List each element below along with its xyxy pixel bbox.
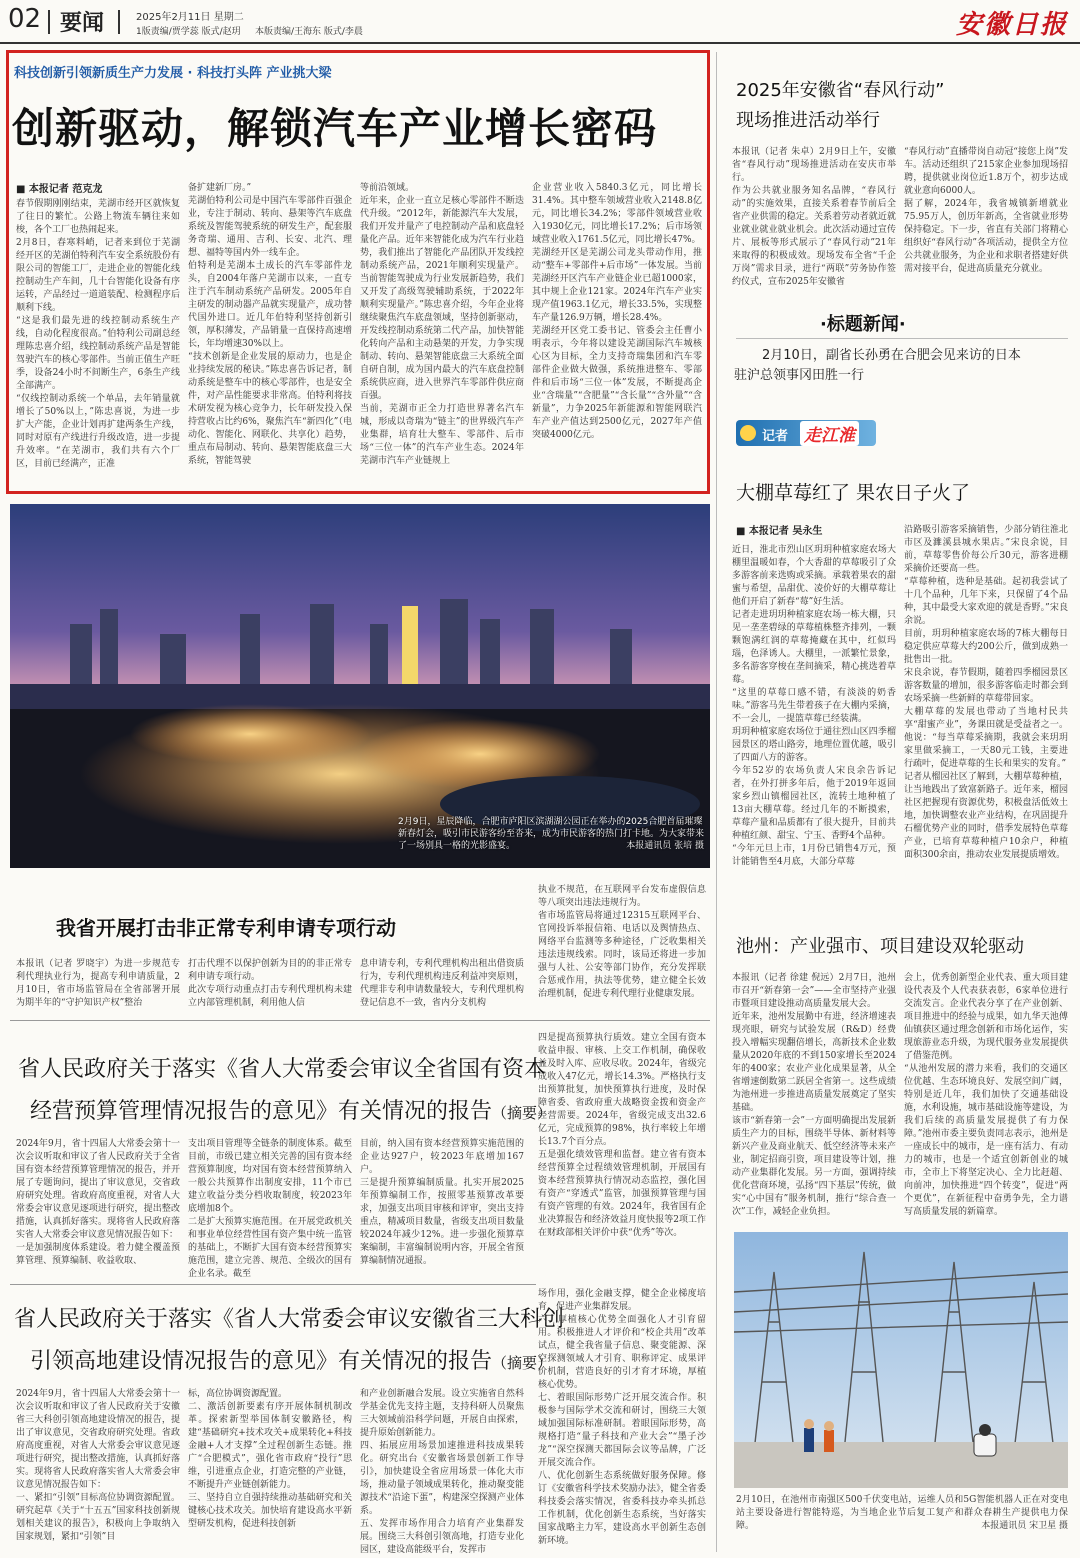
chizhou-col-1: 本报讯（记者 徐建 倪远）2月7日，池州市召开“新春第一会”——全市坚持产业强市暨项目建设推动高质量发展大会。 近年来，池州发展勤中有进，经济增速表现亮眼，研究与试验发展（R&D）经费投入增幅实现翻倍增长，高新技术企业数量从2020年底的不到150家增长至2024年的400家；农业产业化成果显著，从全省增速倒数第二跃居全省第一。这些成绩为池州进一步推进高质量发展奠定了坚实基础。 该市“新春第一会”一方面明确提出发展新质生产力的目标，围绕半导体、新材料等新兴产业及商业航天、低空经济等未来产业，制定招商引资，项目建设等计划，推动产业集群化发展。另一方面，强调持续优化营商环境，弘扬“四下基层”传统，做实“心中国有”服务机制，推行“综合查一次”工作，减轻企业负担。 [732, 973, 896, 1217]
lead-col-1: 春节假期刚刚结束，芜湖市经开区就恢复了往日的繁忙。公路上物流车辆往来如梭，各个工厂也热闹起来。 2月8日，春寒料峭，记者来到位于芜湖经开区的芜湖伯特利汽车安全系统股份有限公司的智能工厂，走进企业的智能化线控制动生产车间，几十台智能化设备有序运转，产品经过一道道装配、检测程序后顺利下线。 “这是我们最先进的线控制动系统生产线，自动化程度很高。”伯特利公司副总经理陈忠喜介绍，线控制动系统产品是智能驾驶汽车的核心零部件。当前正值生产旺季，设备24小时不间断生产，6条生产线全部满产。 “仅线控制动系统一个单品，去年销量就增长了50%以上，”陈忠喜说，为进一步扩大产能，企业计划再扩建两条生产线，同时对原有产线进行升级改造，进一步提升效率。“在芜湖市，我们共有六个厂区，目前已经满产，正准 [16, 199, 180, 469]
spring-col-1: 本报讯（记者 朱卓）2月9日上午，安徽省“春风行动”现场推进活动在安庆市举行。 作为公共就业服务知名品牌，“春风行动”的实施效果，直接关系着春节前后全省产业供需的稳定。关系着劳动者就近就业就业就业就业机会。此次活动通过宣传片、展板等形式展示了“春风行动”21年来取得的积极成效。现场发布全省“千企万岗”需求目录，进行“两联”劳务协作签约仪式，宣布2025年安徽省 [732, 147, 896, 287]
briefs-underline [736, 338, 1068, 339]
report2-headline-line2 [30, 1344, 552, 1375]
column-tag-name: 走江淮 [800, 421, 859, 446]
night-cityscape-image [10, 504, 710, 868]
spring-headline-line2: 现场推进活动举行 [736, 110, 880, 131]
masthead [0, 0, 1080, 44]
lead-col-2: 备扩建新厂房。” 芜湖伯特利公司是中国汽车零部件百强企业，专注于制动、转向、悬架等汽车底盘系统及智能驾驶系统的研发生产，配套服务奇瑞、通用、吉利、长安、北汽、理想、福特等国内外一线车企。 伯特利是芜湖本土成长的汽车零部件龙头，自2004年落户芜湖市以来，一直专注于汽车制动系统产品研发。2005年自主研发的制动器产品就实现量产，成功替代国外进口。近几年伯特利坚持创新引领，厚积薄发，产品销量一直保持高速增长，年均增速30%以上。 “技术创新是企业发展的原动力，也是企业持续发展的秘诀。”陈忠喜告诉记者，制动系统是整车中的核心零部件，也是安全件，对产品性能要求非常高。伯特利将技术研发视为核心竞争力，长年研发投入保持营收占比约6%，聚焦汽车“新四化”（电动化、智能化、网联化、共享化）趋势，重点布局制动、转向、悬架智能底盘三大系统，智能驾驶 [188, 183, 352, 466]
chizhou-headline: 池州：产业强市、项目建设双轮驱动 [736, 936, 1024, 957]
report1-abstract-tag: （摘要） [492, 1104, 553, 1122]
page-number: 02 [8, 4, 42, 34]
masthead-divider [118, 10, 120, 34]
lantern-festival-photo [10, 504, 710, 868]
report1-headline-line1: 省人民政府关于落实《省人大常委会审议全省国有资本 [18, 1057, 547, 1082]
column-divider [716, 52, 717, 1552]
report1-headline-line2 [30, 1094, 552, 1125]
brief-item-line1: 2月10日，副省长孙勇在合肥会见来访的日本 [762, 348, 1021, 363]
photo-caption-text: 2月9日，星辰降临，合肥市庐阳区滨湖湖公园正在举办的2025合肥首届璀璨新春灯会，吸引市民游客纷至沓来，成为市民游客的热门打卡地。为大家带来了一场别具一格的光影盛宴。 [398, 817, 705, 851]
lead-headline: 创新驱动，解锁汽车产业增长密码 [12, 104, 658, 153]
column-tag [736, 420, 876, 446]
lead-kicker: 科技创新引领新质生产力发展 · 科技打头阵 产业挑大梁 [14, 66, 332, 81]
tag-emblem-icon [740, 425, 756, 441]
section-rule [10, 1284, 536, 1285]
section-name: 要闻 [60, 11, 105, 36]
report2-col-2: 标，高位协调资源配置。 二、激活创新要素有序开展体制机制改革。探索新型举国体制安徽路径，构建“基础研究+技术攻关+成果转化+科技金融+人才支撑”全过程创新生态链。推广“合肥模式”，强化省市政府“投行”思维，引进重点企业，打造完整的产业链，不断提升产业链创新能力。 三、坚持自立自强持续推动基础研究和关键核心技术攻关。加快培育建设高水平新型研发机构，促进科技创新 [188, 1389, 352, 1529]
briefs-label: ·标题新闻· [820, 314, 906, 335]
editors-line [136, 24, 363, 37]
report1-col-3: 目前，纳入国有资本经营预算实施范围的企业达927户，较2023年底增加167户。 三是提升预算编制质量。扎实开展2025年预算编制工作，按照零基预算改革要求，加强支出项目审核和评审，突出支持重点，精减项目数量，省级支出项目数量较2024年减少12%。进一步强化预算草案编制，丰富编制说明内容，开展全省预算编制情况通报。 [360, 1139, 524, 1266]
lead-byline: ■ 本报记者 范克龙 [16, 184, 103, 195]
report1-col-4: 四是提高预算执行质效。建立全国有资本收益申报、审核、上交工作机制，确保收益及时入库、应收尽收。2024年，省级完成收入47亿元，增长14.3%。严格执行支出预算批复，加快预算执行进度，及时保障省委、省政府重大战略资金拨和资金产经营需要。2024年，省级完成支出32.6亿元，完成预算的98%，执行率较上年增长13.7个百分点。 五是强化绩效管理和监督。建立省有资本经营预算全过程绩效管理机制，开展国有资本经营预算执行情况动态监控，强化国有资产“穿透式”监管，加强预算管理与国有资产管理的有效。2024年，我省国有企业决算报告和经济效益月度快报等2项工作在财政部相关评价中获“优秀”等次。 [538, 1033, 706, 1238]
report2-col-4: 场作用，强化金融支撑，健全企业梯度培育，促进产业集群发展。 六、厚植核心优势全面强化人才引育留用。积极推进人才评价和“校企共用”改革试点，健全我省量子信息、聚变能源、深空探测领域人才引育、职称评定、成果评价机制，营造良好的引才育才环境，厚植核心优势。 七、着眼国际形势广泛开展交流合作。积极参与国际学术交流和研讨，围绕三大领域加强国际标准研制。着眼国际形势，高规格打造“量子科技和产业大会”“墨子沙龙”“深空探测天都国际会议等品牌，广泛开展交流合作。 八、优化创新生态系统做好服务保障。修订《安徽省科学技术奖励办法》，健全省委科技委会落实情况，省委科技办牵头抓总工作机制，优化创新生态系统，当好落实国家战略主力军，建设高水平创新生态创新环境。 [538, 1289, 706, 1546]
substation-caption [736, 1494, 1068, 1554]
report1-col-2: 支出项目管理等全链条的制度体系。截至目前，市级已建立相关完善的国有资本经营预算制度，均对国有资本经营预算纳入一般公共预算作出制度安排，11个市已建立收益分类分档收取制度，较2023年底增加8个。 二是扩大预算实施范围。在开展党政机关和事业单位经营性国有资产集中统一监管的基础上，不断扩大国有资本经营预算实施范围，建立完善、规范、全级次的国有企业名录。截至 [188, 1139, 352, 1278]
spring-col-2: “春风行动”直播带岗自动冠“接您上岗”发车。活动还组织了215家企业参加现场招聘，提供就业岗位近1.8万个，初步达成就业意向6000人。 据了解，2024年，我省城镇新增就业75.95万人，创历年新高，全省就业形势保持稳定。下一步，省直有关部门将精心组织好“春风行动”各项活动，提供全方位公共就业服务，为企业和求职者搭建好供需对接平台，促进高质量充分就业。 [904, 147, 1068, 274]
newspaper-logo: 安徽日报 [955, 10, 1068, 40]
section-rule [10, 1020, 710, 1021]
report2-abstract-tag: （摘要） [492, 1354, 553, 1372]
briefs-label-text: 标题新闻 [826, 314, 899, 335]
patent-col-1: 本报讯（记者 罗晓宇）为进一步规范专利代理执业行为，提高专利申请质量，2月10日，省市场监管局在全省部署开展为期半年的“守护知识产权”整治 [16, 959, 180, 1008]
editors-line-1: 1版责编/贾学蕊 版式/赵玥 [136, 27, 241, 37]
report2-headline-text: 引领高地建设情况报告的意见》有关情况的报告 [30, 1349, 493, 1374]
substation-credit: 本报通讯员 宋卫星 摄 [981, 1521, 1068, 1531]
photo-caption [398, 816, 704, 852]
brief-item-line2: 驻沪总领事冈田胜一行 [734, 368, 865, 383]
substation-image [734, 1232, 1068, 1488]
patent-headline: 我省开展打击非正常专利申请专项行动 [56, 916, 396, 940]
patent-col-4: 执业不规范，在互联网平台发布虚假信息等八项突出违法违规行为。 省市场监管局将通过12315互联网平台、官网投诉举报信箱、电话以及舆情热点、网络平台监测等多种途径，广泛收集相关违法违规线索。同时，该局还将进一步加强与人社、公安等部门协作，充分发挥联合惩戒作用，执法等优势，建立健全长效治理机制，促进专利代理行业健康发展。 [538, 885, 706, 999]
strawberry-col-2: 沿路吸引游客采摘销售，少部分销往淮北市区及濉溪县城水果店。”宋良余说，目前，草莓零售价每公斤30元，游客进棚采摘价还要高一些。 “草莓种植，选种是基础。起初我尝试了十几个品种，几年下来，只保留了4个品种，其中最受大家欢迎的就是香野。”宋良余说。 目前，玥玥种植家庭农场的7栋大棚每日稳定供应草莓大约200公斤，做到成熟一批售出一批。 宋良余说，春节假期，随着四季榴园景区游客数量的增加，很多游客临走时都会到农场采摘一些新鲜的草莓带回家。 大棚草莓的发展也带动了当地村民共享“甜蜜产业”，务课田就是受益者之一。他说：“每当草莓采摘期，我就会来玥玥家里做采摘工，一天80元工钱，主要进行疏叶，促进草莓的生长和果实的发育。” 记者从榴园社区了解到，大棚草莓种植，让当地践出了致富新路子。近年来，榴园社区把握现有资源优势，积极盘活低效土地，加快调整农业产业结构，在巩固提升石榴优势产业的同时，借季发展特色草莓产业，已培育草莓种植户10余户，种植面积300余亩，推动农业发展提质增效。 [904, 525, 1068, 860]
chizhou-col-2: 会上，优秀创新型企业代表、重大项目建设代表及个人代表获表彰，6家单位进行交流发言。企业代表分享了在产业创新、项目推进中的经验与成果，如九华天池傅仙镇获区通过理念创新和市场化运作，实现旅游业态升级，为现代服务业发展提供了借鉴范例。 “从池州发展的潜力来看，我们的交通区位优越、生态环境良好、发展空间广阔，特别是近几年，我们加快了交通基础设施，水利设施，城市基础设施等建设，为我们后续的高质量发展提供了有力保障。”池州市委主要负责同志表示，池州是一座成长中的城市，是一座有活力、有动力的城市，也是一个适宜创新创业的城市，全市上下将坚定决心、全力比赶超、向前冲，加快推进“四个转变”，促进“两个更优”，在新征程中奋勇争先，全力谱写高质量发展的新篇章。 [904, 973, 1068, 1217]
spring-headline-line1: 2025年安徽省“春风行动” [736, 80, 945, 101]
lead-col-4: 企业营业收入5840.3亿元，同比增长31.4%。其中整车领域营业收入2148.8亿元，同比增长34.2%；零部件领域营业收入1930亿元，同比增长17.2%；后市场领域营业收入1761.5亿元，同比增长47%。 芜湖经开区是芜湖公司龙头带动作用，推动“整车+零部件+后市场”一体发展。当前芜湖经开区汽车产业链企业已超1000家，其中规上企业121家。2024年汽车产业实现产值1963.1亿元，增长33.5%，实现整车产量126.9万辆，增长28.4%。 芜湖经开区党工委书记、管委会主任曹小明表示，今年将以建设芜湖国际汽车城核心区为目标，全力支持奇瑞集团和汽车零部件企业做大做强，系统推进整车、零部件和后市场“三位一体”发展，不断提高企业“含瑞量”“含肥量”“含长量”“含外量”“含新量”，力争2025年新能源和智能网联汽车产业产值达到2500亿元，2027年产值突破4000亿元。 [532, 183, 702, 440]
column-tag-prefix: 记者 [762, 429, 789, 444]
issue-date: 2025年2月11日 星期二 [136, 12, 244, 23]
report1-col-1: 2024年9月，省十四届人大常委会第十一次会议听取和审议了省人民政府关于全省国有资本经营预算管理情况的报告，并开展了专题询问，提出了审议意见，交省政府研究处理。省政府高度重视，对省人大常委会审议意见逐项进行研究，提出整改措施，认真抓好落实。现将省人民政府落实省人大常委会审议意见情况报告如下： 一是加强制度体系建设。着力健全覆盖预算管理、预算编制、收益收取、 [16, 1139, 180, 1266]
substation-caption-text: 2月10日，在池州市南强区500千伏变电站，运维人员和5G智能机器人正在对变电站主要设备进行智能特巡，为当地企业节后复工复产和群众春耕生产提供电力保障。 [736, 1495, 1068, 1531]
report2-headline-line1: 省人民政府关于落实《省人大常委会审议安徽省三大科创 [14, 1307, 565, 1332]
strawberry-headline: 大棚草莓红了 果农日子火了 [736, 482, 971, 504]
photo-credit: 本报通讯员 张培 摄 [626, 841, 704, 851]
strawberry-col-1: 近日，淮北市烈山区玥玥种植家庭农场大棚里温暖如春，个大香甜的草莓吸引了众多游客前来选购或采摘。承载着果农的甜蜜与希望，品甜优、凌价好的大棚草莓让他们开启了新春“莓”好生活。 记者走进玥玥种植家庭农场一栋大棚，只见一垄垄碧绿的草莓植株整齐排列，一颗颗饱满红润的草莓掩藏在其中，红似玛瑙，色泽诱人。大棚里，一派繁忙景象，多名游客穿梭在垄间摘采，精心挑选着草莓。 “这里的草莓口感不错，有淡淡的奶香味。”游客马先生带着孩子在大棚内采摘，不一会儿，一提篮草莓已经装满。 玥玥种植家庭农场位于通往烈山区四季榴园景区的塔山路旁，地理位置优越，吸引了四面八方的游客。 今年52岁的农场负责人宋良余告诉记者，在外打拼多年后，他于2019年返回家乡烈山镇榴园社区，流转土地种植了13亩大棚草莓。经过几年的不断摸索，草莓产量和品质都有了很大提升，目前共种植红颜、甜宝、宁玉、香野4个品种。 “今年元旦上市，1月份已销售4万元，预计能销售至4月底，大部分草莓 [732, 545, 896, 867]
patent-col-3: 息申请专利，专利代理机构出租出借资质行为，专利代理机构违反利益冲突原则，代理非专利申请数量较大，专利代理机构登记信息不一致，省内分支机构 [360, 959, 524, 1008]
strawberry-byline: ■ 本报记者 吴永生 [736, 526, 823, 537]
patent-col-2: 打击代理不以保护创新为目的的非正常专利申请专项行动。 此次专项行动重点打击专利代理机构未建立内部管理机制，利用他人信 [188, 959, 352, 1008]
lead-col-3: 等前沿领域。 近年来，企业一直立足核心零部件不断迭代升级。“2012年，新能源汽车大发展，我们开发并量产了电控制动产品和底盘轻量化产品。近年来智能化成为汽车行业趋势，我们推出了智能化产品团队开发线控制动系统产品，2021年顺利实现量产。当前智能驾驶成为行业发展新趋势，我们又开发了高级驾驶辅助系统，于2022年顺利实现量产。”陈忠喜介绍，今年企业将继续聚焦汽车底盘领域，坚持创新驱动，开发线控制动系统第二代产品，加快智能化转向产品和主动悬架的开发，力争实现制动、转向、悬架智能底盘三大系统全面自研自制，成为国内最大的汽车底盘控制系统供应商，进入世界汽车零部件供应商百强。 当前，芜湖市正全力打造世界著名汽车城，形成以奇瑞为“链主”的世界级汽车产业集群，培育壮大整车、零部件、后市场“三位一体”的汽车产业生态。2024年芜湖市汽车产业链规上 [360, 183, 524, 466]
report1-headline-text: 经营预算管理情况报告的意见》有关情况的报告 [30, 1099, 493, 1124]
report2-col-1: 2024年9月，省十四届人大常委会第十一次会议听取和审议了省人民政府关于安徽省三大科创引领高地建设情况的报告，提出了审议意见，交省政府研究处理。省政府高度重视，对省人大常委会审议意见逐项进行研究，提出整改措施，认真抓好落实。现将省人民政府落实省人大常委会审议意见情况报告如下： 一、紧扣“引领”目标高位协调资源配置。研究起草《关于“十五五”国家科技创新规划相关建议的报告》，积极向上争取纳入国家规划，紧扣“引领”目 [16, 1389, 180, 1542]
editors-line-2: 本版责编/王海东 版式/李晨 [254, 27, 363, 37]
report2-col-3: 和产业创新融合发展。设立实施省自然科学基金优先支持主题，支持科研人员聚焦三大领域前沿科学问题，开展自由探索，提升原始创新能力。 四、拓展应用场景加速推进科技成果转化。研究出台《安徽省场景创新工作导引》，加快建设全省应用场景一体化大市场，推动量子领域成果转化，推动聚变能源技术“沿途下蛋”，构建深空探测产业体系。 五、发挥市场作用合力培育产业集群发展。围绕三大科创引领高地，打造专业化园区，建设高能级平台，发挥市 [360, 1389, 524, 1554]
masthead-divider [48, 10, 50, 34]
substation-photo [734, 1232, 1068, 1488]
